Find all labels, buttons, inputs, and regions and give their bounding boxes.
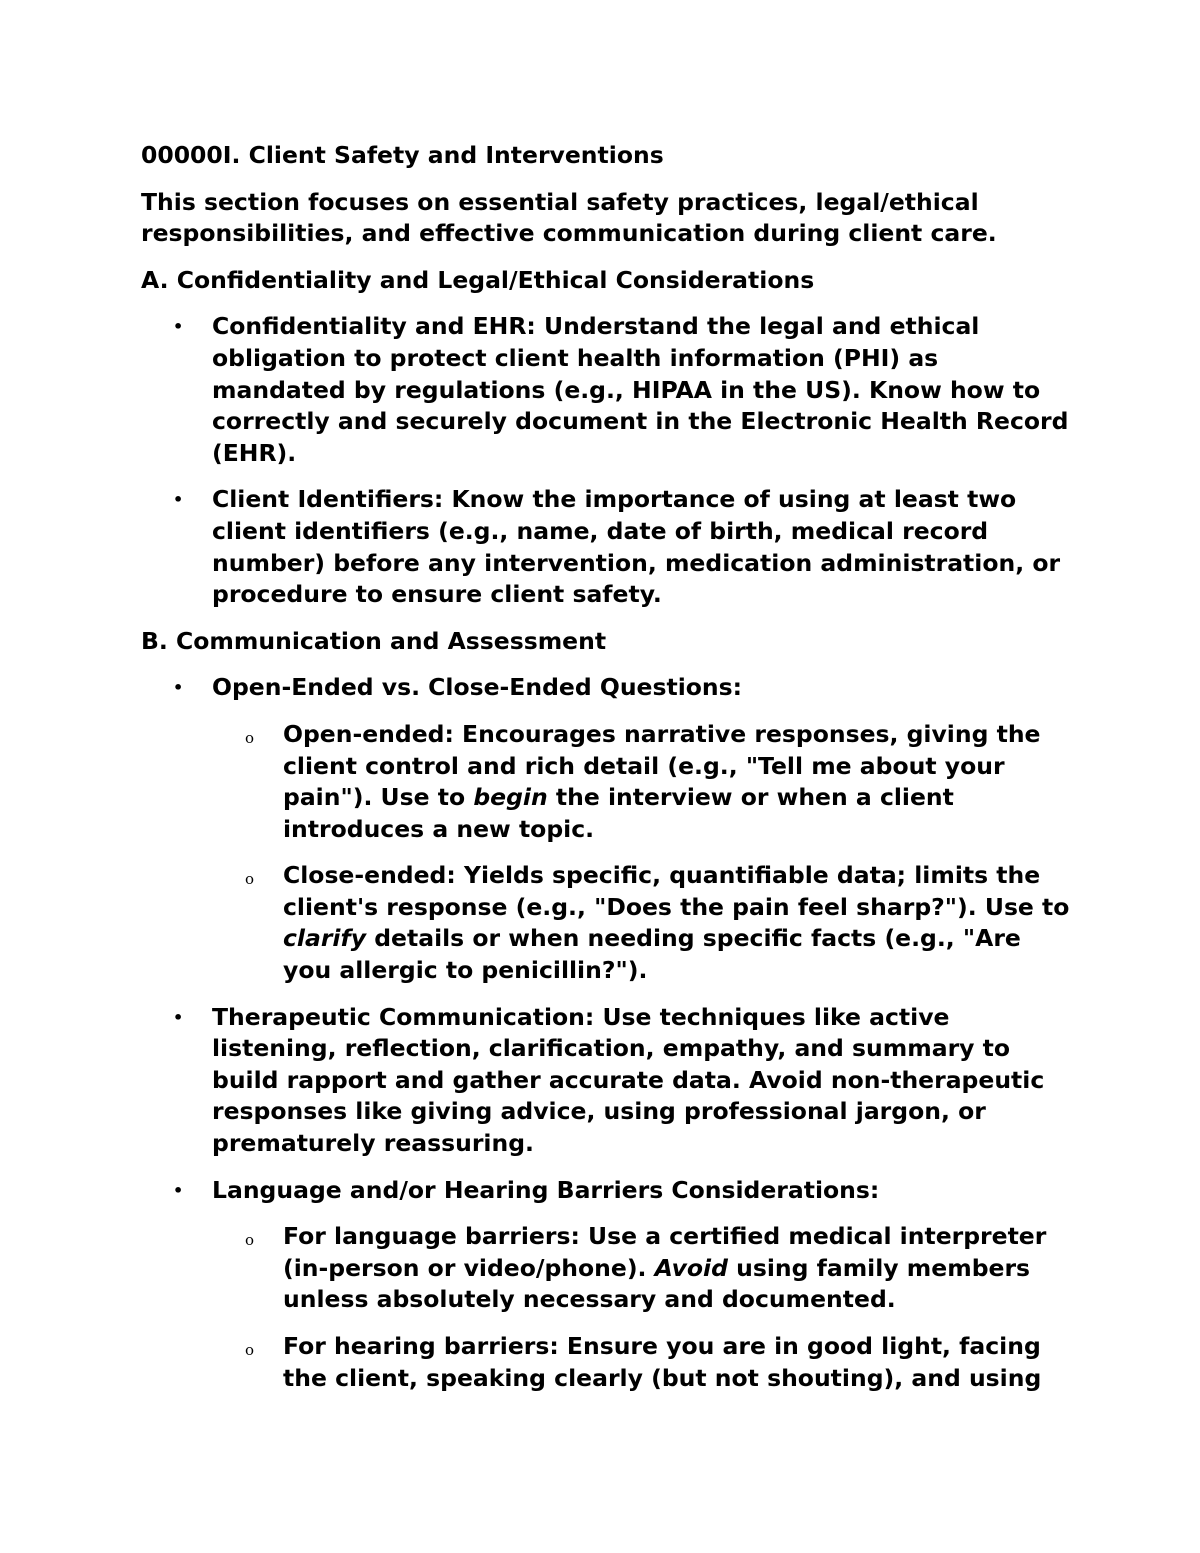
bullet-icon: • — [173, 317, 184, 337]
barriers-sublist — [212, 1221, 1071, 1394]
section-b-list — [141, 672, 1071, 1394]
bullet-icon: • — [173, 1007, 184, 1027]
section-b-heading: B. Communication and Assessment — [141, 626, 607, 655]
list-item-therapeutic — [141, 1002, 1071, 1160]
sublist-text-a: Open-ended: Encourages narrative responses, giving the client control and rich detail (e.g., "Tell me about your pain"). Use to — [283, 719, 1041, 812]
bullet-icon: • — [173, 490, 184, 510]
sublist-text: For hearing barriers: Ensure you are in good light, facing the client, speaking clearly (but not shouting), and using — [283, 1332, 1042, 1392]
sublist-item-open-ended — [212, 719, 1071, 845]
list-item-text: Therapeutic Communication: Use techniques like active listening, reflection, clarification, empathy, and summary to build rapport and gather accurate data. Avoid non-therapeutic responses like giving advice, using professional jargon, or prematurely reassuring. — [212, 1002, 1045, 1158]
bullet-icon: • — [173, 1180, 184, 1200]
emphasis-text: begin — [473, 783, 548, 812]
emphasis-text: clarify — [283, 924, 367, 953]
sub-bullet-icon: o — [245, 728, 255, 747]
list-item-text: Language and/or Hearing Barriers Considerations: — [212, 1175, 880, 1204]
sublist-item-hearing — [212, 1331, 1071, 1394]
questions-sublist — [212, 719, 1071, 987]
emphasis-text: Avoid — [654, 1253, 728, 1282]
list-item-questions — [141, 672, 1071, 986]
list-item-identifiers — [141, 484, 1071, 610]
sublist-text-b: using family members unless absolutely necessary and documented. — [283, 1253, 1031, 1314]
sub-bullet-icon: o — [245, 1341, 255, 1359]
list-item-confidentiality — [141, 311, 1071, 469]
bullet-icon: • — [173, 678, 184, 698]
sublist-item-language — [212, 1221, 1071, 1316]
section-a-list — [141, 311, 1071, 610]
list-item-barriers — [141, 1175, 1071, 1395]
list-item-text: Confidentiality and EHR: Understand the legal and ethical obligation to protect client health information (PHI) as mandated by regulations (e.g., HIPAA in the US). Know how to correctly and securely document in the Electronic Health Record (EHR). — [212, 312, 1069, 467]
list-item-text: Client Identifiers: Know the importance of using at least two client identifiers (e.g., name, date of birth, medical record number) before any intervention, medication administration, or procedure to ensure client safety. — [212, 485, 1061, 609]
sublist-text-a: Close-ended: Yields specific, quantifiable data; limits the client's response (e.g., "Does the pain feel sharp?"). Use to — [283, 861, 1070, 921]
intro-paragraph: This section focuses on essential safety practices, legal/ethical responsibilities, and effective communication during client care. — [141, 187, 997, 248]
list-item-text: Open-Ended vs. Close-Ended Questions: — [212, 673, 743, 702]
sub-bullet-icon: o — [245, 870, 255, 889]
sublist-text-b: the interview or when a client introduces a new topic. — [283, 783, 954, 843]
sub-bullet-icon: o — [245, 1231, 255, 1250]
sublist-text-a: For language barriers: Use a certified medical interpreter (in-person or video/phone). — [283, 1222, 1047, 1282]
document-content — [141, 140, 1071, 1409]
sublist-text-b: details or when needing specific facts (e.g., "Are you allergic to penicillin?"). — [283, 924, 1021, 985]
sublist-item-close-ended — [212, 860, 1071, 986]
page-title: 00000I. Client Safety and Interventions — [141, 141, 664, 169]
section-a-heading: A. Confidentiality and Legal/Ethical Considerations — [141, 265, 815, 294]
